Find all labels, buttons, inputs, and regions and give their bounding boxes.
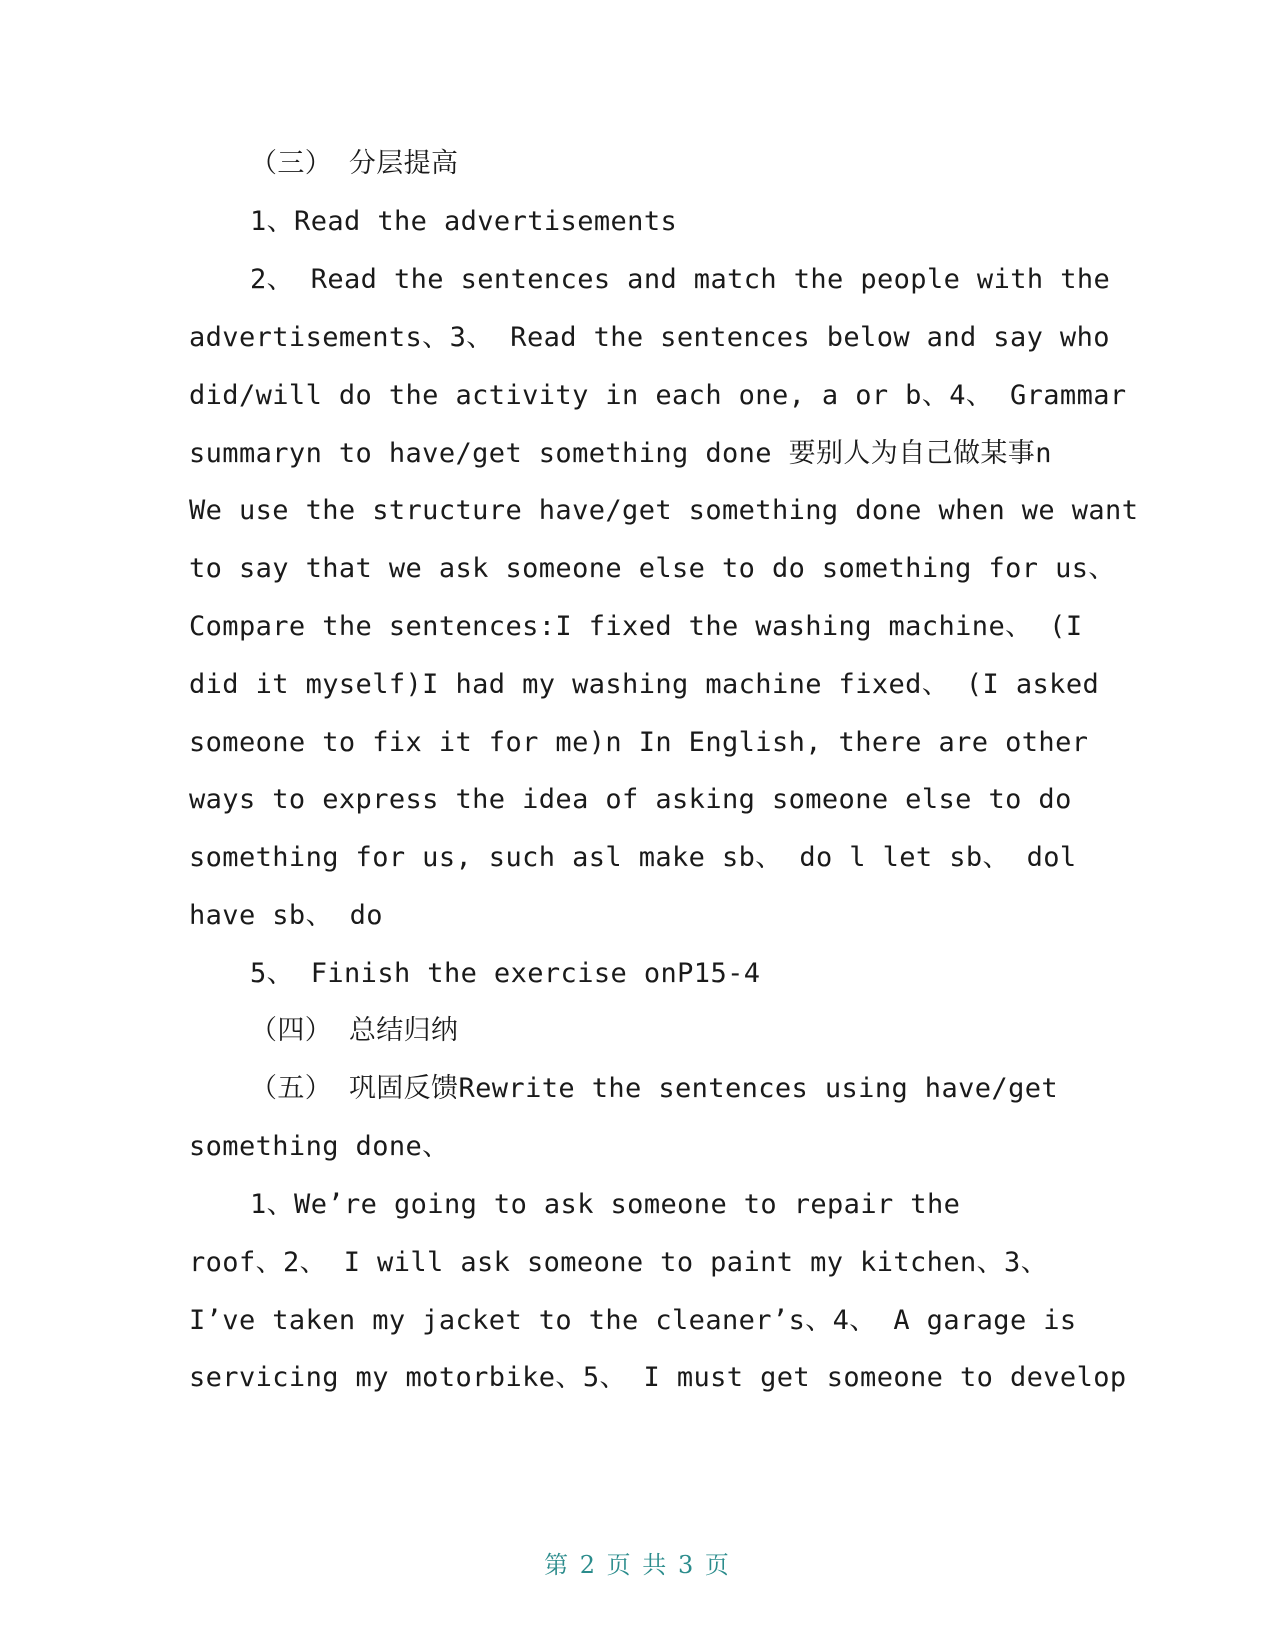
body-line: 1、Read the advertisements [250,206,678,237]
body-line: ways to express the idea of asking someone else to do [189,784,1072,815]
section-heading-3: （三） 分层提高 [250,148,459,179]
section-heading-5: （五） 巩固反馈Rewrite the sentences using have/get [250,1073,1059,1104]
body-line: advertisements、3、 Read the sentences below and say who [189,322,1110,353]
body-line: We use the structure have/get something done when we want [189,495,1139,526]
body-line: 1、We’re going to ask someone to repair the [250,1189,961,1220]
body-line: something for us, such asl make sb、 do l let sb、 dol [189,842,1077,873]
section-heading-4: （四） 总结归纳 [250,1015,459,1046]
body-line: did/will do the activity in each one, a or b、4、 Grammar [189,380,1127,411]
body-line: summaryn to have/get something done 要别人为自己做某事n [189,438,1052,469]
body-line: Compare the sentences:I fixed the washing machine、 (I [189,611,1083,642]
page-number-footer: 第 2 页 共 3 页 [544,1551,731,1579]
body-line: I’ve taken my jacket to the cleaner’s、4、 A garage is [189,1305,1077,1336]
body-line: have sb、 do [189,900,383,931]
body-line: 2、 Read the sentences and match the people with the [250,264,1111,295]
body-line: 5、 Finish the exercise onP15-4 [250,958,761,989]
body-line: someone to fix it for me)n In English, there are other [189,727,1089,758]
body-line: servicing my motorbike、5、 I must get someone to develop [189,1362,1127,1393]
body-line: something done、 [189,1131,450,1162]
body-line: to say that we ask someone else to do something for us、 [189,553,1116,584]
body-line: roof、2、 I will ask someone to paint my kitchen、3、 [189,1247,1049,1278]
body-line: did it myself)I had my washing machine fixed、 (I asked [189,669,1100,700]
